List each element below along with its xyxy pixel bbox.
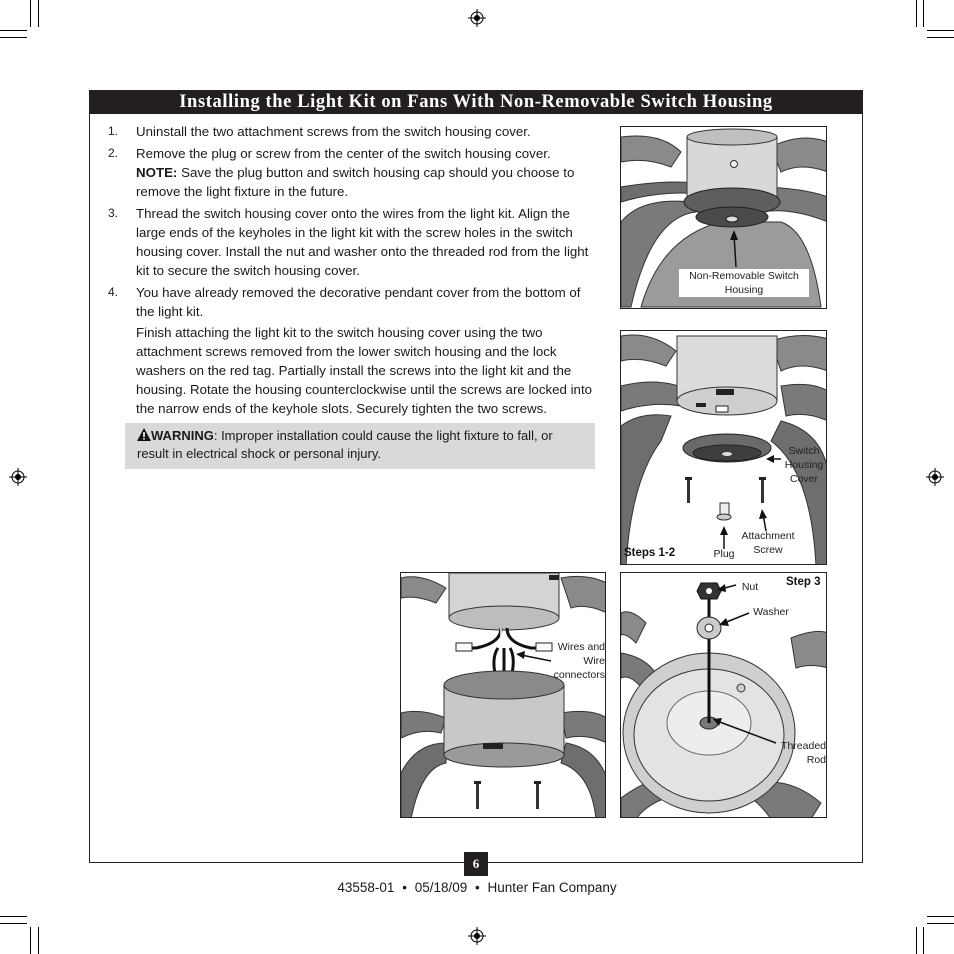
crop-mark — [916, 0, 917, 27]
instruction-steps — [108, 122, 594, 421]
plug-label: Plug — [713, 548, 735, 560]
footer-separator: • — [475, 880, 480, 895]
figure-step-3 — [620, 572, 827, 818]
footer — [0, 880, 954, 895]
registration-mark-icon — [926, 468, 944, 486]
step-item — [108, 122, 594, 141]
warning-text: : Improper installation could cause the light fixture to fall, or result in electrical shock or personal injury. — [137, 428, 553, 461]
step-body — [136, 283, 594, 418]
step-3-illustration — [621, 573, 827, 818]
step-note — [136, 163, 594, 201]
figure-switch-housing — [620, 126, 827, 309]
registration-mark-icon — [468, 927, 486, 945]
crop-mark — [0, 916, 27, 917]
crop-mark — [927, 37, 954, 38]
step-number: 3. — [108, 206, 119, 220]
warning-label: WARNING — [151, 428, 214, 443]
step-item — [108, 204, 594, 280]
crop-mark — [0, 37, 27, 38]
step-label: Steps 1-2 — [624, 547, 676, 559]
crop-mark — [38, 0, 39, 27]
crop-mark — [927, 30, 954, 31]
cover-label: Switch Housing Cover — [784, 445, 824, 485]
step-text: Uninstall the two attachment screws from the switch housing cover. — [136, 124, 531, 139]
crop-mark — [923, 0, 924, 27]
footer-separator: • — [402, 880, 407, 895]
note-label: NOTE: — [136, 165, 178, 180]
step-item — [108, 144, 594, 201]
rod-label: Threaded Rod — [781, 740, 826, 766]
washer-label: Washer — [753, 606, 789, 618]
step-number: 4. — [108, 285, 119, 299]
crop-mark — [30, 0, 31, 27]
screw-label: Attachment Screw — [741, 530, 795, 556]
wires-label: Wires and Wire connectors — [553, 641, 605, 681]
step-number: 1. — [108, 124, 119, 138]
warning-triangle-icon — [137, 428, 151, 441]
registration-mark-icon — [9, 468, 27, 486]
doc-date: 05/18/09 — [414, 880, 468, 895]
crop-mark — [916, 927, 917, 954]
page-title: Installing the Light Kit on Fans With Non-Removable Switch Housing — [89, 90, 863, 114]
doc-number: 43558-01 — [337, 880, 395, 895]
crop-mark — [0, 30, 27, 31]
step-body — [136, 144, 594, 201]
nut-label: Nut — [741, 581, 759, 593]
step-text: Thread the switch housing cover onto the wires from the light kit. Align the large ends of the keyholes in the light kit with the screw holes in the switch housing cover. Install the nut and washer onto the threaded rod from the light kit to secure the switch housing cover. — [136, 206, 589, 278]
registration-mark-icon — [468, 9, 486, 27]
crop-mark — [38, 927, 39, 954]
company-name: Hunter Fan Company — [487, 880, 617, 895]
note-text: Save the plug button and switch housing cap should you choose to remove the light fixture in the future. — [136, 165, 575, 199]
step-item — [108, 283, 594, 418]
step-text: Remove the plug or screw from the center of the switch housing cover. — [136, 146, 551, 161]
step-number: 2. — [108, 146, 119, 160]
wires-illustration — [401, 573, 606, 818]
figure-steps-1-2 — [620, 330, 827, 565]
crop-mark — [30, 927, 31, 954]
step-text: You have already removed the decorative pendant cover from the bottom of the light kit. — [136, 285, 581, 319]
crop-mark — [923, 927, 924, 954]
figure-wires — [400, 572, 606, 818]
crop-mark — [927, 916, 954, 917]
page-number: 6 — [464, 852, 488, 876]
warning-box — [125, 423, 595, 469]
fig1-label: Non-Removable Switch Housing — [679, 269, 809, 297]
step-paragraph: Finish attaching the light kit to the switch housing cover using the two attachment screws removed from the lower switch housing and the lock washers on the red tag. Partially install the screws into the light kit and the housing. Rotate the housing counterclockwise until the screws are locked into the narrow ends of the keyhole slots. Securely tighten the two screws. — [136, 325, 593, 416]
crop-mark — [0, 923, 27, 924]
step-label: Step 3 — [786, 576, 821, 588]
crop-mark — [927, 923, 954, 924]
